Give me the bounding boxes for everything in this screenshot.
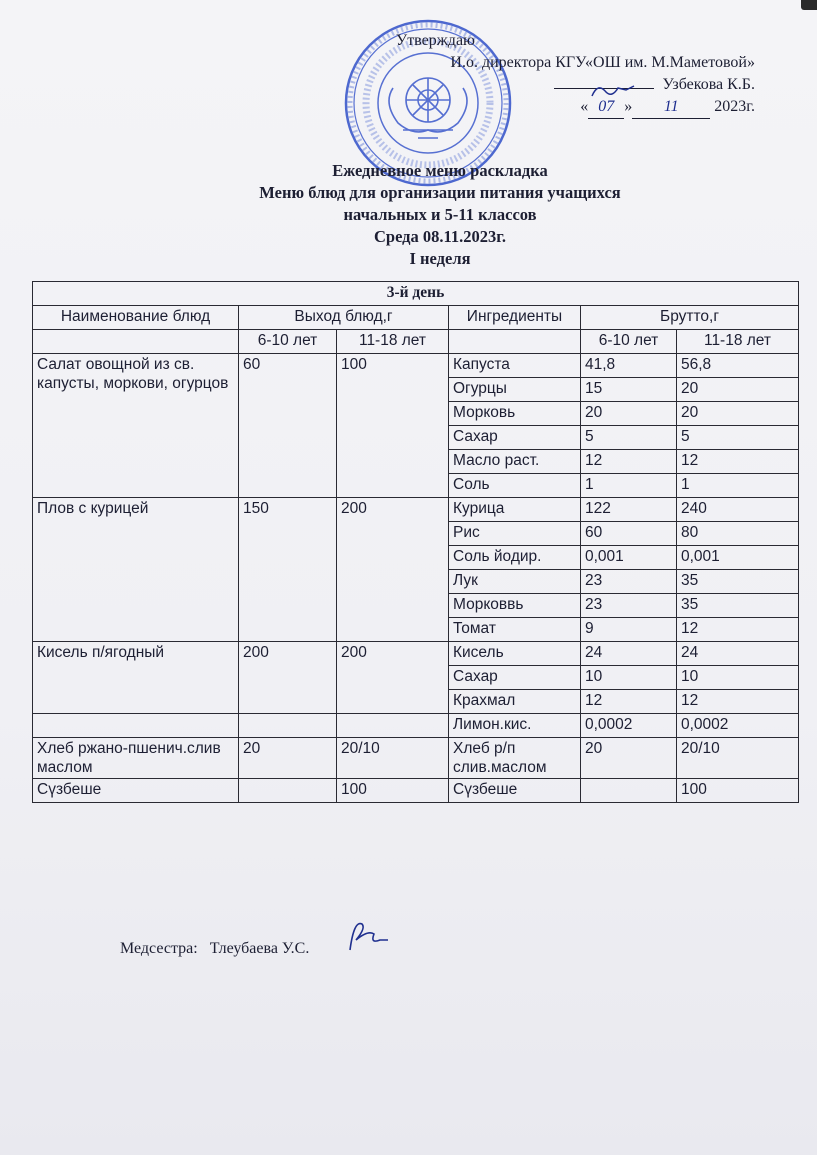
- ingredient-name-cell: Лимон.кис.: [449, 714, 581, 738]
- dish-name-cell: Сүзбеше: [33, 779, 239, 803]
- ingredient-gross-age1-cell: 9: [581, 618, 677, 642]
- dish-name-cell: Хлеб ржано-пшенич.слив маслом: [33, 738, 239, 779]
- title-line-3: начальных и 5-11 классов: [343, 205, 537, 224]
- approval-title: Утверждаю: [395, 32, 475, 49]
- ingredient-gross-age2-cell: 1: [677, 474, 799, 498]
- day-header: 3-й день: [33, 282, 799, 306]
- ingredient-name-cell: Хлеб р/п слив.маслом: [449, 738, 581, 779]
- title-line-5: I неделя: [409, 249, 471, 268]
- date-day: 07: [588, 96, 624, 119]
- ingredient-gross-age2-cell: 12: [677, 618, 799, 642]
- table-row: [33, 714, 799, 738]
- ingredient-gross-age2-cell: 240: [677, 498, 799, 522]
- ingredient-gross-age2-cell: 100: [677, 779, 799, 803]
- ingredient-gross-age1-cell: 0,0002: [581, 714, 677, 738]
- ingredient-gross-age1-cell: 41,8: [581, 354, 677, 378]
- ingredient-name-cell: Соль: [449, 474, 581, 498]
- dish-output-age2-cell: 100: [337, 354, 449, 498]
- ingredient-gross-age1-cell: 5: [581, 426, 677, 450]
- ingredient-gross-age2-cell: 20: [677, 378, 799, 402]
- signature-scribble: [554, 80, 654, 100]
- ingredient-name-cell: Лук: [449, 570, 581, 594]
- date-year: 2023г.: [714, 98, 755, 115]
- ingredient-name-cell: Капуста: [449, 354, 581, 378]
- dish-name-cell: Салат овощной из св. капусты, моркови, огурцов: [33, 354, 239, 498]
- subheader-gross-age1: 6-10 лет: [581, 330, 677, 354]
- ingredient-gross-age1-cell: 20: [581, 738, 677, 779]
- dish-output-age2-cell: 20/10: [337, 738, 449, 779]
- subheader-output-age2: 11-18 лет: [337, 330, 449, 354]
- ingredient-name-cell: Сахар: [449, 426, 581, 450]
- ingredient-gross-age1-cell: 23: [581, 570, 677, 594]
- ingredient-gross-age2-cell: 35: [677, 570, 799, 594]
- date-month: 11: [632, 96, 710, 119]
- dish-output-age2-cell: [337, 714, 449, 738]
- ingredient-gross-age2-cell: 35: [677, 594, 799, 618]
- ingredient-name-cell: Курица: [449, 498, 581, 522]
- ingredient-gross-age2-cell: 5: [677, 426, 799, 450]
- ingredient-gross-age2-cell: 24: [677, 642, 799, 666]
- ingredient-gross-age2-cell: 20: [677, 402, 799, 426]
- table-row: [33, 642, 799, 666]
- nurse-signature: [340, 910, 400, 960]
- dish-output-age1-cell: [239, 714, 337, 738]
- director-name: Узбекова К.Б.: [662, 76, 755, 93]
- header-gross: Брутто,г: [581, 306, 799, 330]
- subheader-gross-age2: 11-18 лет: [677, 330, 799, 354]
- header-dish: Наименование блюд: [33, 306, 239, 330]
- ingredient-name-cell: Морковь: [449, 402, 581, 426]
- dish-name-cell: Плов с курицей: [33, 498, 239, 642]
- subheader-output-age1: 6-10 лет: [239, 330, 337, 354]
- ingredient-gross-age1-cell: 20: [581, 402, 677, 426]
- ingredient-gross-age1-cell: 24: [581, 642, 677, 666]
- nurse-name: Тлеубаева У.С.: [209, 940, 310, 957]
- nurse-label: Медсестра:: [120, 940, 198, 957]
- menu-table: [32, 281, 799, 803]
- ingredient-name-cell: Соль йодир.: [449, 546, 581, 570]
- dish-name-cell: Кисель п/ягодный: [33, 642, 239, 714]
- document-title: [0, 160, 817, 270]
- ingredient-name-cell: Огурцы: [449, 378, 581, 402]
- ingredient-gross-age1-cell: 1: [581, 474, 677, 498]
- approval-date: « 07 » 11 2023г.: [335, 96, 755, 119]
- ingredient-name-cell: Рис: [449, 522, 581, 546]
- title-line-1: Ежедневное меню раскладка: [332, 161, 548, 180]
- director-signature: [554, 88, 654, 89]
- ingredient-gross-age1-cell: 0,001: [581, 546, 677, 570]
- table-row: [33, 779, 799, 803]
- table-row: [33, 738, 799, 779]
- ingredient-name-cell: Масло раст.: [449, 450, 581, 474]
- dish-output-age2-cell: 200: [337, 642, 449, 714]
- ingredient-name-cell: Томат: [449, 618, 581, 642]
- ingredient-gross-age1-cell: 12: [581, 690, 677, 714]
- ingredient-gross-age1-cell: [581, 779, 677, 803]
- header-ingredients: Ингредиенты: [449, 306, 581, 330]
- ingredient-gross-age2-cell: 20/10: [677, 738, 799, 779]
- ingredient-gross-age1-cell: 60: [581, 522, 677, 546]
- dish-output-age1-cell: [239, 779, 337, 803]
- table-row: [33, 498, 799, 522]
- corner-mark: [801, 0, 817, 10]
- ingredient-gross-age2-cell: 0,001: [677, 546, 799, 570]
- header-output: Выход блюд,г: [239, 306, 449, 330]
- ingredient-gross-age2-cell: 12: [677, 450, 799, 474]
- day-row: [33, 282, 799, 306]
- ingredient-name-cell: Морковвь: [449, 594, 581, 618]
- subheader-row: [33, 330, 799, 354]
- title-line-2: Меню блюд для организации питания учащихся: [259, 183, 621, 202]
- ingredient-gross-age1-cell: 23: [581, 594, 677, 618]
- dish-output-age1-cell: 20: [239, 738, 337, 779]
- ingredient-gross-age1-cell: 12: [581, 450, 677, 474]
- ingredient-gross-age1-cell: 15: [581, 378, 677, 402]
- ingredient-gross-age2-cell: 80: [677, 522, 799, 546]
- approval-block: [335, 30, 755, 119]
- ingredient-gross-age2-cell: 0,0002: [677, 714, 799, 738]
- subheader-empty: [449, 330, 581, 354]
- subheader-empty: [33, 330, 239, 354]
- ingredient-name-cell: Кисель: [449, 642, 581, 666]
- dish-output-age1-cell: 200: [239, 642, 337, 714]
- ingredient-name-cell: Сүзбеше: [449, 779, 581, 803]
- dish-output-age1-cell: 150: [239, 498, 337, 642]
- header-row: [33, 306, 799, 330]
- dish-output-age2-cell: 200: [337, 498, 449, 642]
- ingredient-name-cell: Сахар: [449, 666, 581, 690]
- ingredient-gross-age1-cell: 122: [581, 498, 677, 522]
- table-row: [33, 354, 799, 378]
- title-line-4: Среда 08.11.2023г.: [373, 227, 507, 246]
- footer-signature: [120, 940, 309, 958]
- dish-name-cell: [33, 714, 239, 738]
- ingredient-gross-age2-cell: 56,8: [677, 354, 799, 378]
- ingredient-gross-age2-cell: 10: [677, 666, 799, 690]
- ingredient-name-cell: Крахмал: [449, 690, 581, 714]
- ingredient-gross-age2-cell: 12: [677, 690, 799, 714]
- approval-signature-line: [335, 74, 755, 96]
- dish-output-age2-cell: 100: [337, 779, 449, 803]
- ingredient-gross-age1-cell: 10: [581, 666, 677, 690]
- approval-position: И.о. директора КГУ«ОШ им. М.Маметовой»: [450, 54, 755, 71]
- dish-output-age1-cell: 60: [239, 354, 337, 498]
